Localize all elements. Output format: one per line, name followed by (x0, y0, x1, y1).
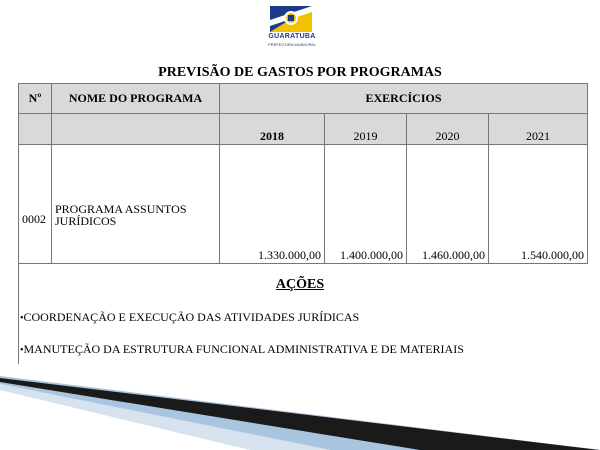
value-2019: 1.400.000,00 (325, 145, 407, 264)
header-program-name: NOME DO PROGRAMA (52, 84, 220, 114)
year-header-2020: 2020 (407, 114, 489, 145)
program-name: PROGRAMA ASSUNTOS JURÍDICOS (52, 145, 220, 264)
bullet-icon: • (20, 345, 24, 356)
value-2018: 1.330.000,00 (220, 145, 325, 264)
list-item (20, 310, 359, 325)
year-header-2021: 2021 (489, 114, 588, 145)
year-spacer-number (19, 114, 52, 145)
bullet-icon: • (20, 313, 24, 324)
decorative-swoosh (0, 362, 600, 450)
program-code: 0002 (19, 145, 52, 264)
list-item (20, 342, 464, 357)
year-header-2019: 2019 (325, 114, 407, 145)
value-2021: 1.540.000,00 (489, 145, 588, 264)
logo-subtitle: PREFEITURA MUNICIPAL (268, 42, 316, 47)
value-2020: 1.460.000,00 (407, 145, 489, 264)
flag-emblem-icon (270, 6, 312, 32)
year-spacer-name (52, 114, 220, 145)
table-header-row (19, 84, 588, 114)
acoes-title: AÇÕES (275, 277, 325, 292)
acao-text: MANUTEÇÃO DA ESTRUTURA FUNCIONAL ADMINISTRATIVA E DE MATERIAIS (23, 342, 464, 356)
table-year-row (19, 114, 588, 145)
header-exercises: EXERCÍCIOS (220, 84, 588, 114)
year-header-2018: 2018 (220, 114, 325, 145)
logo-name: GUARATUBA (268, 33, 316, 40)
header-number: Nº (19, 84, 52, 114)
guaratuba-logo (262, 6, 322, 48)
acao-text: COORDENAÇÃO E EXECUÇÃO DAS ATIVIDADES JURÍDICAS (23, 310, 360, 324)
page-title: PREVISÃO DE GASTOS POR PROGRAMAS (158, 65, 442, 80)
